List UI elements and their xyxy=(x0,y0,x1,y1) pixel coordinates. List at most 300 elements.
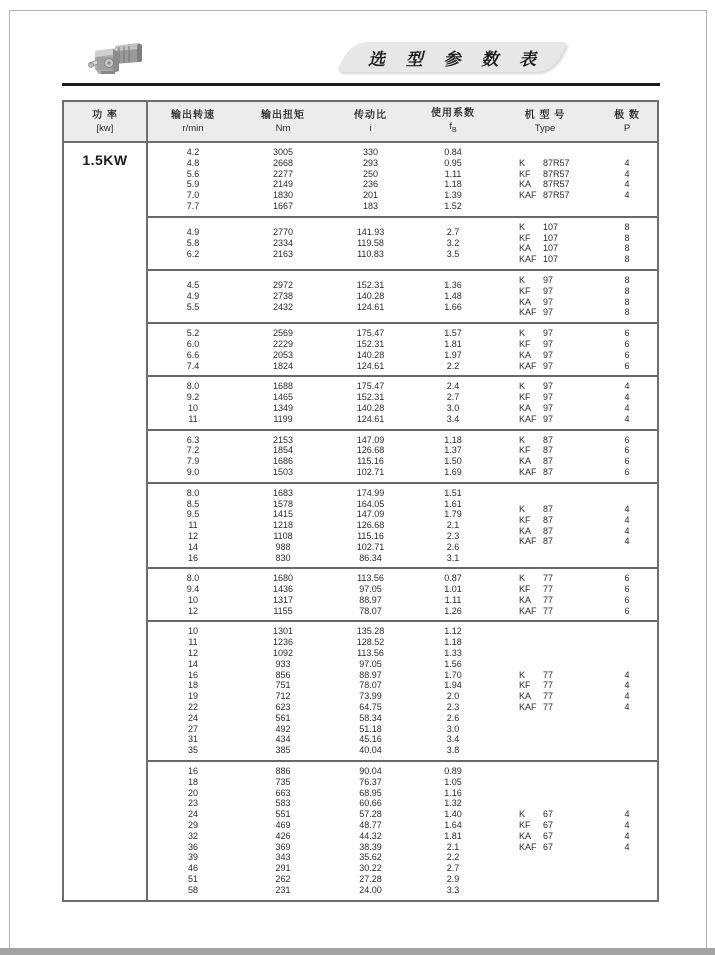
cell-service-factor: 1.52 xyxy=(444,200,462,211)
model-size: 87 xyxy=(543,503,554,514)
cell-ratio: 124.61 xyxy=(356,360,385,371)
cell-ratio: 44.32 xyxy=(359,830,382,841)
cell-service-factor: 1.81 xyxy=(444,338,462,349)
cell-ratio: 24.00 xyxy=(359,884,382,895)
model-type-label xyxy=(493,691,597,702)
section-type-rows xyxy=(493,626,657,756)
cell-service-factor: 2.9 xyxy=(446,874,460,885)
cell-service-factor: 1.94 xyxy=(444,680,462,691)
table-row xyxy=(148,626,493,637)
cell-service-factor: 2.6 xyxy=(446,712,460,723)
cell-output-speed: 11 xyxy=(188,637,198,648)
table-row xyxy=(148,809,493,820)
model-size: 107 xyxy=(543,232,559,243)
model-type-label xyxy=(493,350,597,361)
cell-service-factor: 3.1 xyxy=(446,552,460,563)
model-size: 67 xyxy=(543,830,554,841)
cell-output-torque: 886 xyxy=(275,766,291,777)
table-row xyxy=(148,680,493,691)
cell-service-factor: 1.50 xyxy=(444,456,462,467)
cell-output-speed: 27 xyxy=(187,723,198,734)
model-prefix: K xyxy=(519,434,526,445)
cell-service-factor: 2.7 xyxy=(446,863,460,874)
model-prefix: KA xyxy=(519,525,532,536)
model-size: 87R57 xyxy=(543,179,570,190)
cell-ratio: 48.77 xyxy=(359,820,382,831)
cell-output-torque: 2569 xyxy=(272,328,294,339)
table-row xyxy=(148,520,493,531)
cell-ratio: 250 xyxy=(362,168,379,179)
cell-output-torque: 1317 xyxy=(272,594,294,605)
cell-output-torque: 1824 xyxy=(272,360,294,371)
cell-ratio: 97.05 xyxy=(359,658,382,669)
cell-service-factor: 3.5 xyxy=(446,248,460,259)
table-section xyxy=(148,375,657,428)
type-row xyxy=(493,456,657,467)
selection-parameter-table xyxy=(62,100,659,902)
table-section xyxy=(148,143,657,216)
cell-ratio: 175.47 xyxy=(356,328,385,339)
model-prefix: KAF xyxy=(519,307,537,318)
cell-output-speed: 8.0 xyxy=(186,573,200,584)
model-size: 77 xyxy=(543,605,554,616)
cell-ratio: 147.09 xyxy=(356,434,385,445)
model-size: 87 xyxy=(543,514,554,525)
model-size: 77 xyxy=(543,594,554,605)
cell-service-factor: 1.40 xyxy=(444,809,462,820)
section-type-rows xyxy=(493,275,657,318)
cell-service-factor: 1.48 xyxy=(444,291,462,302)
cell-ratio: 236 xyxy=(362,179,379,190)
cell-output-speed: 29 xyxy=(187,820,198,831)
cell-output-torque: 1503 xyxy=(272,466,294,477)
poles-value: 8 xyxy=(624,285,630,296)
model-type-label xyxy=(493,414,597,425)
model-prefix: KF xyxy=(519,392,531,403)
table-row xyxy=(148,227,493,238)
cell-output-torque: 2972 xyxy=(272,280,294,291)
cell-ratio: 126.68 xyxy=(356,445,385,456)
cell-service-factor: 1.57 xyxy=(444,328,462,339)
model-type-label xyxy=(493,275,597,286)
model-size: 107 xyxy=(543,254,559,265)
cell-output-speed: 6.0 xyxy=(186,338,200,349)
model-prefix: KA xyxy=(519,179,532,190)
cell-output-torque: 2770 xyxy=(272,227,294,238)
cell-ratio: 124.61 xyxy=(356,301,385,312)
poles-value: 8 xyxy=(624,254,630,265)
table-row xyxy=(148,414,493,425)
cell-output-speed: 58 xyxy=(187,884,198,895)
poles-value: 6 xyxy=(624,360,630,371)
cell-output-torque: 1686 xyxy=(272,456,294,467)
header-type-zh: 机 型 号 xyxy=(524,109,566,121)
type-row xyxy=(493,573,657,584)
header-speed-unit: r/min xyxy=(182,122,204,134)
cell-output-speed: 12 xyxy=(187,648,198,659)
cell-output-torque: 3005 xyxy=(272,147,294,157)
type-row xyxy=(493,190,657,201)
cell-output-torque: 1578 xyxy=(272,498,294,509)
table-row xyxy=(148,842,493,853)
model-prefix: KF xyxy=(519,445,531,456)
cell-service-factor: 1.12 xyxy=(444,626,462,637)
table-row xyxy=(148,499,493,510)
cell-output-torque: 369 xyxy=(275,841,291,852)
cell-service-factor: 1.39 xyxy=(444,190,462,201)
poles-value: 8 xyxy=(624,274,630,285)
cell-ratio: 58.34 xyxy=(359,712,382,723)
cell-output-torque: 291 xyxy=(275,863,291,874)
cell-output-torque: 830 xyxy=(275,552,291,563)
model-type-label xyxy=(493,169,597,180)
header-factor-zh: 使用系数 xyxy=(431,107,475,119)
section-type-rows xyxy=(493,435,657,478)
cell-ratio: 38.39 xyxy=(359,841,382,852)
table-row xyxy=(148,179,493,190)
cell-output-torque: 1680 xyxy=(272,573,294,584)
cell-output-speed: 8.5 xyxy=(186,498,200,509)
model-type-label xyxy=(493,297,597,308)
table-row xyxy=(148,734,493,745)
cell-service-factor: 1.61 xyxy=(444,498,462,509)
model-type-label xyxy=(493,702,597,713)
cell-ratio: 113.56 xyxy=(357,573,384,584)
cell-output-speed: 14 xyxy=(187,541,198,552)
cell-ratio: 174.99 xyxy=(356,487,385,498)
table-row xyxy=(148,670,493,681)
table-row xyxy=(148,637,493,648)
cell-output-speed: 24 xyxy=(187,712,198,723)
cell-output-torque: 988 xyxy=(275,541,291,552)
table-row xyxy=(148,190,493,201)
poles-value: 8 xyxy=(624,243,630,254)
power-rating-value: 1.5KW xyxy=(64,143,148,900)
model-prefix: KF xyxy=(519,338,531,349)
model-prefix: KF xyxy=(519,680,531,691)
table-row xyxy=(148,542,493,553)
model-prefix: KF xyxy=(519,285,531,296)
model-size: 77 xyxy=(543,680,554,691)
model-prefix: KAF xyxy=(519,841,537,852)
model-prefix: KA xyxy=(519,296,532,307)
model-type-label xyxy=(493,158,597,169)
table-row xyxy=(148,169,493,180)
poles-value: 6 xyxy=(624,456,630,467)
model-size: 97 xyxy=(543,413,554,424)
poles-value: 6 xyxy=(624,434,630,445)
cell-output-speed: 32 xyxy=(187,830,198,841)
table-row xyxy=(148,724,493,735)
type-row xyxy=(493,526,657,537)
model-prefix: K xyxy=(519,809,526,820)
table-section xyxy=(148,322,657,375)
section-data-rows xyxy=(148,328,493,371)
table-row xyxy=(148,339,493,350)
cell-output-speed: 14 xyxy=(187,658,198,669)
model-type-label xyxy=(493,381,597,392)
header-output-torque xyxy=(238,102,328,141)
table-row xyxy=(148,392,493,403)
model-size: 87 xyxy=(543,536,554,547)
cell-service-factor: 1.69 xyxy=(444,466,462,477)
cell-ratio: 147.09 xyxy=(356,509,385,520)
table-row xyxy=(148,885,493,896)
gearmotor-photo xyxy=(87,37,145,79)
model-type-label xyxy=(493,339,597,350)
model-size: 87 xyxy=(543,434,554,445)
header-type-unit: Type xyxy=(534,122,556,134)
model-prefix: K xyxy=(519,274,526,285)
table-row xyxy=(148,573,493,584)
section-type-rows xyxy=(493,381,657,424)
poles-value: 4 xyxy=(624,503,630,514)
cell-service-factor: 3.4 xyxy=(446,413,460,424)
table-row xyxy=(148,863,493,874)
cell-ratio: 119.58 xyxy=(357,237,384,248)
cell-output-speed: 10 xyxy=(187,594,198,605)
cell-service-factor: 2.4 xyxy=(446,381,460,392)
cell-output-speed: 20 xyxy=(187,787,198,798)
cell-output-speed: 5.8 xyxy=(186,237,200,248)
cell-output-speed: 12 xyxy=(187,605,198,616)
header-service-factor xyxy=(413,102,493,141)
cell-service-factor: 1.11 xyxy=(444,594,462,605)
poles-value: 4 xyxy=(624,809,630,820)
table-row xyxy=(148,531,493,542)
type-row xyxy=(493,809,657,820)
model-size: 97 xyxy=(543,360,554,371)
header-torque-zh: 输出扭矩 xyxy=(261,109,305,121)
cell-service-factor: 0.84 xyxy=(444,147,462,157)
table-row xyxy=(148,713,493,724)
type-row xyxy=(493,297,657,308)
cell-output-torque: 1349 xyxy=(272,402,294,413)
model-size: 97 xyxy=(543,285,554,296)
type-row xyxy=(493,595,657,606)
cell-ratio: 152.31 xyxy=(356,338,385,349)
cell-ratio: 140.28 xyxy=(356,402,385,413)
model-prefix: K xyxy=(519,573,526,584)
model-size: 87 xyxy=(543,445,554,456)
cell-output-speed: 5.5 xyxy=(186,301,200,312)
model-prefix: KF xyxy=(519,820,531,831)
model-size: 97 xyxy=(543,338,554,349)
type-row xyxy=(493,179,657,190)
cell-ratio: 164.05 xyxy=(356,498,385,509)
cell-output-torque: 1108 xyxy=(273,530,293,541)
table-section xyxy=(148,429,657,482)
model-type-label xyxy=(493,573,597,584)
model-size: 107 xyxy=(543,243,559,254)
table-section xyxy=(148,216,657,269)
table-row xyxy=(148,874,493,885)
poles-value: 6 xyxy=(624,445,630,456)
cell-output-torque: 231 xyxy=(275,884,291,895)
model-size: 67 xyxy=(543,820,554,831)
type-row xyxy=(493,435,657,446)
model-prefix: KF xyxy=(519,168,531,179)
type-row xyxy=(493,222,657,233)
section-data-rows xyxy=(148,222,493,265)
poles-value: 6 xyxy=(624,573,630,584)
poles-value: 6 xyxy=(624,466,630,477)
type-row xyxy=(493,392,657,403)
cell-service-factor: 1.56 xyxy=(444,658,462,669)
section-data-rows xyxy=(148,626,493,756)
model-prefix: KA xyxy=(519,830,532,841)
model-prefix: K xyxy=(519,669,526,680)
cell-output-speed: 18 xyxy=(187,680,198,691)
model-size: 77 xyxy=(543,573,554,584)
scan-bottom-edge xyxy=(0,948,715,955)
header-output-speed xyxy=(148,102,238,141)
cell-service-factor: 1.11 xyxy=(444,168,462,179)
model-type-label xyxy=(493,190,597,201)
header-ratio-unit: i xyxy=(369,122,372,134)
cell-output-torque: 1688 xyxy=(272,381,294,392)
poles-value: 4 xyxy=(624,514,630,525)
cell-output-torque: 385 xyxy=(275,745,291,756)
cell-output-torque: 2738 xyxy=(272,291,294,302)
cell-service-factor: 1.51 xyxy=(444,487,462,498)
cell-output-speed: 24 xyxy=(187,809,198,820)
cell-service-factor: 1.32 xyxy=(444,798,462,809)
cell-output-speed: 22 xyxy=(187,702,198,713)
model-prefix: KF xyxy=(519,584,531,595)
header-poles xyxy=(597,102,657,141)
type-row xyxy=(493,381,657,392)
cell-output-torque: 1436 xyxy=(272,584,294,595)
cell-output-speed: 4.9 xyxy=(186,291,200,302)
model-type-label xyxy=(493,243,597,254)
cell-service-factor: 1.01 xyxy=(444,584,462,595)
type-row xyxy=(493,515,657,526)
poles-value: 6 xyxy=(624,584,630,595)
cell-output-speed: 12 xyxy=(187,530,198,541)
model-type-label xyxy=(493,456,597,467)
model-prefix: KAF xyxy=(519,605,537,616)
model-size: 77 xyxy=(543,584,554,595)
cell-ratio: 175.47 xyxy=(356,381,385,392)
cell-ratio: 102.71 xyxy=(356,466,385,477)
poles-value: 4 xyxy=(624,168,630,179)
type-row xyxy=(493,445,657,456)
table-row xyxy=(148,691,493,702)
type-row xyxy=(493,504,657,515)
table-row xyxy=(148,238,493,249)
model-prefix: KAF xyxy=(519,413,537,424)
model-type-label xyxy=(493,179,597,190)
cell-output-torque: 1667 xyxy=(272,200,294,211)
table-section xyxy=(148,482,657,568)
cell-service-factor: 1.36 xyxy=(444,280,462,291)
cell-ratio: 90.04 xyxy=(359,766,382,777)
model-type-label xyxy=(493,606,597,617)
cell-ratio: 141.93 xyxy=(356,227,385,238)
cell-ratio: 293 xyxy=(362,157,379,168)
cell-service-factor: 0.95 xyxy=(444,157,462,168)
table-section xyxy=(148,269,657,322)
type-row xyxy=(493,831,657,842)
cell-service-factor: 2.7 xyxy=(446,227,460,238)
cell-service-factor: 2.3 xyxy=(446,702,460,713)
cell-output-speed: 36 xyxy=(187,841,198,852)
cell-output-torque: 751 xyxy=(275,680,291,691)
model-type-label xyxy=(493,820,597,831)
model-size: 77 xyxy=(543,669,554,680)
table-row xyxy=(148,435,493,446)
type-row xyxy=(493,254,657,265)
type-row xyxy=(493,702,657,713)
cell-ratio: 135.28 xyxy=(356,626,385,637)
cell-output-speed: 16 xyxy=(187,552,198,563)
cell-service-factor: 3.0 xyxy=(446,723,460,734)
cell-ratio: 140.28 xyxy=(356,349,385,360)
model-type-label xyxy=(493,254,597,265)
poles-value: 8 xyxy=(624,296,630,307)
section-data-rows xyxy=(148,147,493,212)
cell-ratio: 78.07 xyxy=(359,605,382,616)
type-row xyxy=(493,842,657,853)
type-row xyxy=(493,606,657,617)
poles-value: 8 xyxy=(624,232,630,243)
model-type-label xyxy=(493,831,597,842)
model-size: 77 xyxy=(543,691,554,702)
table-row xyxy=(148,852,493,863)
cell-output-speed: 5.2 xyxy=(186,328,200,339)
model-type-label xyxy=(493,536,597,547)
model-size: 97 xyxy=(543,328,554,339)
cell-output-speed: 7.2 xyxy=(186,445,200,456)
model-prefix: KAF xyxy=(519,360,537,371)
poles-value: 4 xyxy=(624,820,630,831)
cell-output-torque: 1830 xyxy=(272,190,294,201)
cell-ratio: 88.97 xyxy=(359,594,382,605)
model-size: 77 xyxy=(543,702,554,713)
model-prefix: KAF xyxy=(519,190,537,201)
cell-output-torque: 2053 xyxy=(272,349,294,360)
cell-output-speed: 19 xyxy=(187,691,198,702)
cell-ratio: 124.61 xyxy=(356,413,385,424)
type-row xyxy=(493,275,657,286)
type-row xyxy=(493,536,657,547)
cell-ratio: 113.56 xyxy=(357,648,384,659)
cell-output-torque: 2432 xyxy=(272,301,294,312)
table-row xyxy=(148,147,493,158)
model-prefix: KAF xyxy=(519,254,537,265)
poles-value: 4 xyxy=(624,190,630,201)
header-factor-unit: $f_B$ xyxy=(449,120,457,134)
model-type-label xyxy=(493,526,597,537)
model-prefix: KA xyxy=(519,243,532,254)
cell-output-speed: 10 xyxy=(187,626,198,637)
cell-output-speed: 8.0 xyxy=(186,381,200,392)
header-torque-unit: Nm xyxy=(275,122,291,134)
cell-output-speed: 7.9 xyxy=(186,456,200,467)
cell-output-speed: 9.5 xyxy=(186,509,200,520)
type-row xyxy=(493,350,657,361)
cell-service-factor: 2.6 xyxy=(446,541,460,552)
cell-output-torque: 2163 xyxy=(272,248,294,259)
cell-output-speed: 8.0 xyxy=(186,487,200,498)
poles-value: 4 xyxy=(624,413,630,424)
header-ratio xyxy=(328,102,413,141)
cell-output-torque: 2149 xyxy=(272,179,294,190)
model-prefix: KA xyxy=(519,349,532,360)
type-row xyxy=(493,339,657,350)
model-type-label xyxy=(493,222,597,233)
